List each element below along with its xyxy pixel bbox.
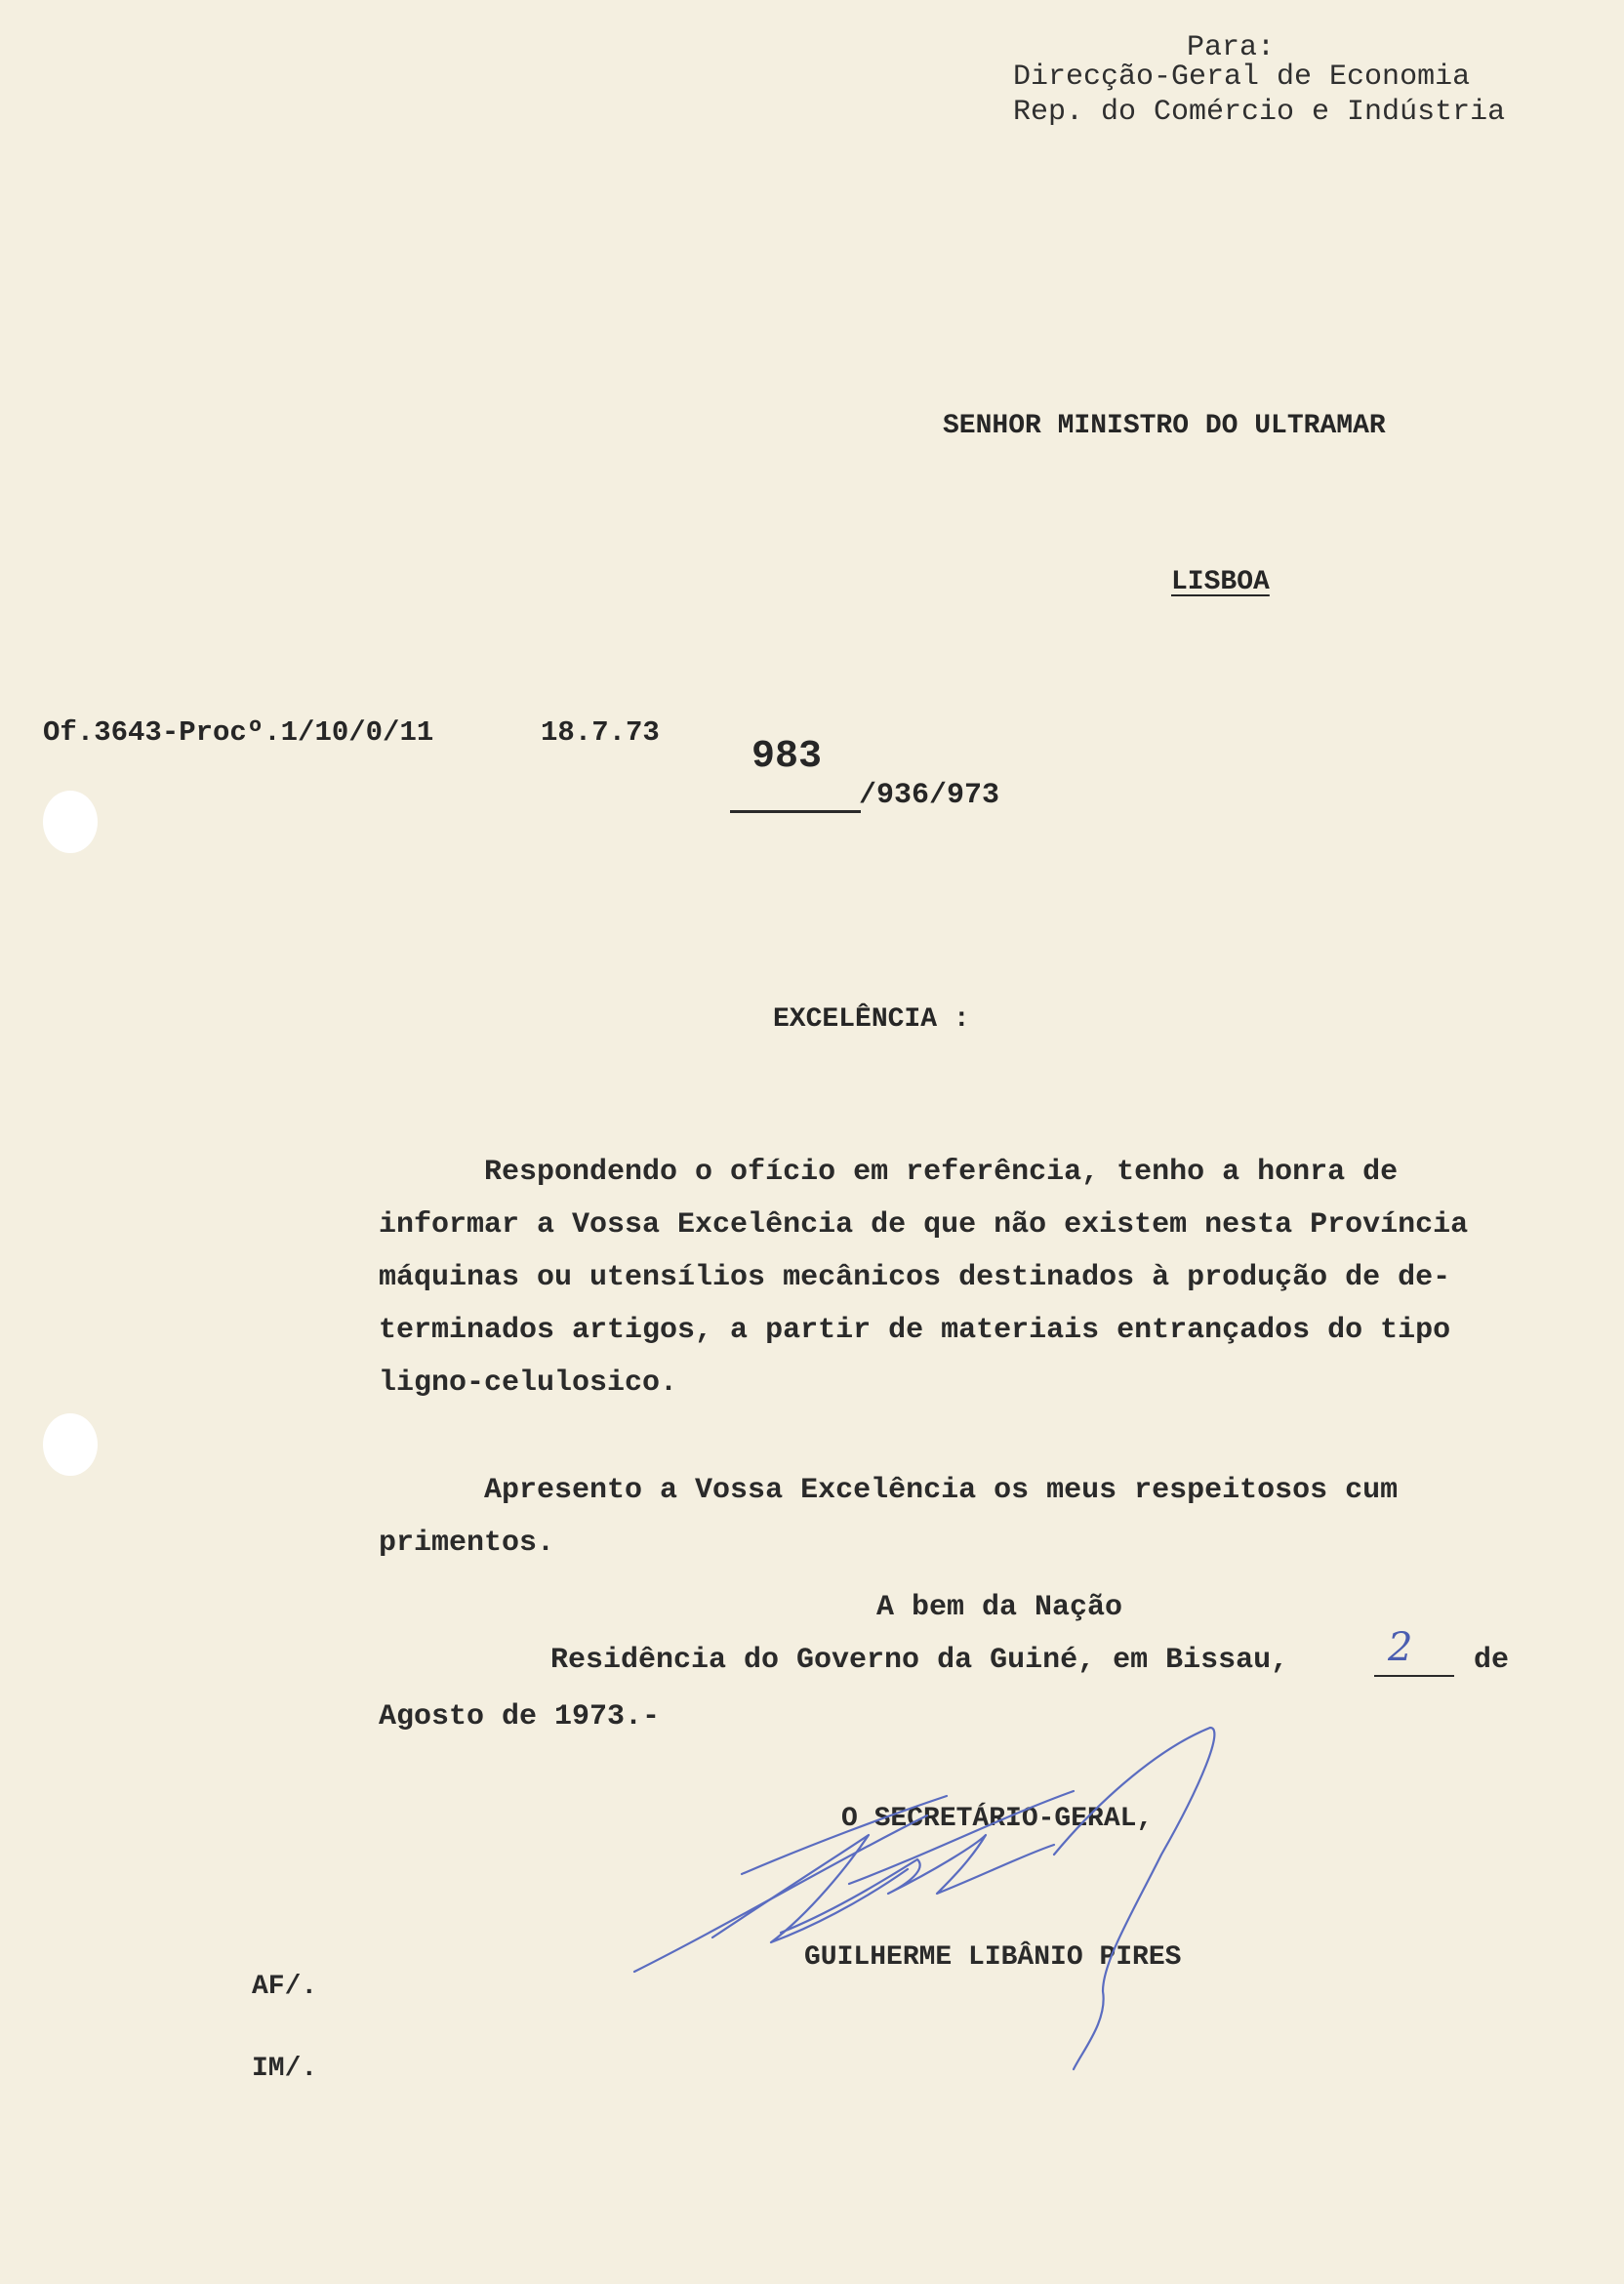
paragraph-1-line-4: terminados artigos, a partir de materiais entrançados do tipo [379, 1314, 1451, 1347]
closing-place-prefix: Residência do Governo da Guiné, em Bissau, [550, 1644, 1289, 1677]
paragraph-1-line-2: informar a Vossa Excelência de que não existem nesta Província [379, 1208, 1469, 1242]
punch-hole-top [43, 791, 98, 853]
signatory-role: O SECRETÁRIO-GERAL, [841, 1804, 1154, 1834]
signature-stroke-3 [781, 1835, 1054, 1933]
paragraph-1-line-5: ligno-celulosico. [379, 1366, 678, 1400]
closing-motto: A bem da Nação [876, 1591, 1123, 1624]
paragraph-2-line-1: Apresento a Vossa Excelência os meus respeitosos cum [379, 1474, 1399, 1507]
paragraph-1-line-3: máquinas ou utensílios mecânicos destinados à produção de de- [379, 1261, 1451, 1294]
day-rule [1374, 1675, 1454, 1677]
handwritten-signature [615, 1698, 1298, 2089]
paragraph-2-line-2: primentos. [379, 1527, 555, 1560]
closing-day-handwritten: 2 [1388, 1625, 1413, 1670]
signatory-name: GUILHERME LIBÂNIO PIRES [804, 1942, 1182, 1973]
closing-date-line: Agosto de 1973.- [379, 1700, 661, 1733]
addressee-city: LISBOA [1171, 567, 1270, 597]
recipient-line-2: Rep. do Comércio e Indústria [1013, 96, 1506, 129]
addressee-title: SENHOR MINISTRO DO ULTRAMAR [943, 411, 1386, 441]
paragraph-1-line-1: Respondendo o ofício em referência, tenho a honra de [379, 1156, 1399, 1189]
initials-line-2: IM/. [252, 2054, 318, 2084]
signature-stroke-5 [1054, 1728, 1214, 2069]
number-suffix: /936/973 [859, 779, 1000, 812]
signature-stroke-2 [712, 1835, 908, 1942]
initials-line-1: AF/. [252, 1972, 318, 2002]
number-rule [730, 810, 861, 813]
closing-place-suffix: de [1474, 1644, 1510, 1677]
para-label: Para: [1187, 31, 1276, 64]
oficio-date: 18.7.73 [541, 716, 660, 749]
salutation: EXCELÊNCIA : [773, 1004, 970, 1035]
punch-hole-bottom [43, 1413, 98, 1476]
oficio-reference: Of.3643-Procº.1/10/0/11 [43, 716, 434, 749]
number-stamp: 983 [751, 735, 823, 779]
recipient-line-1: Direcção-Geral de Economia [1013, 61, 1471, 94]
signature-stroke-6 [742, 1796, 947, 1874]
